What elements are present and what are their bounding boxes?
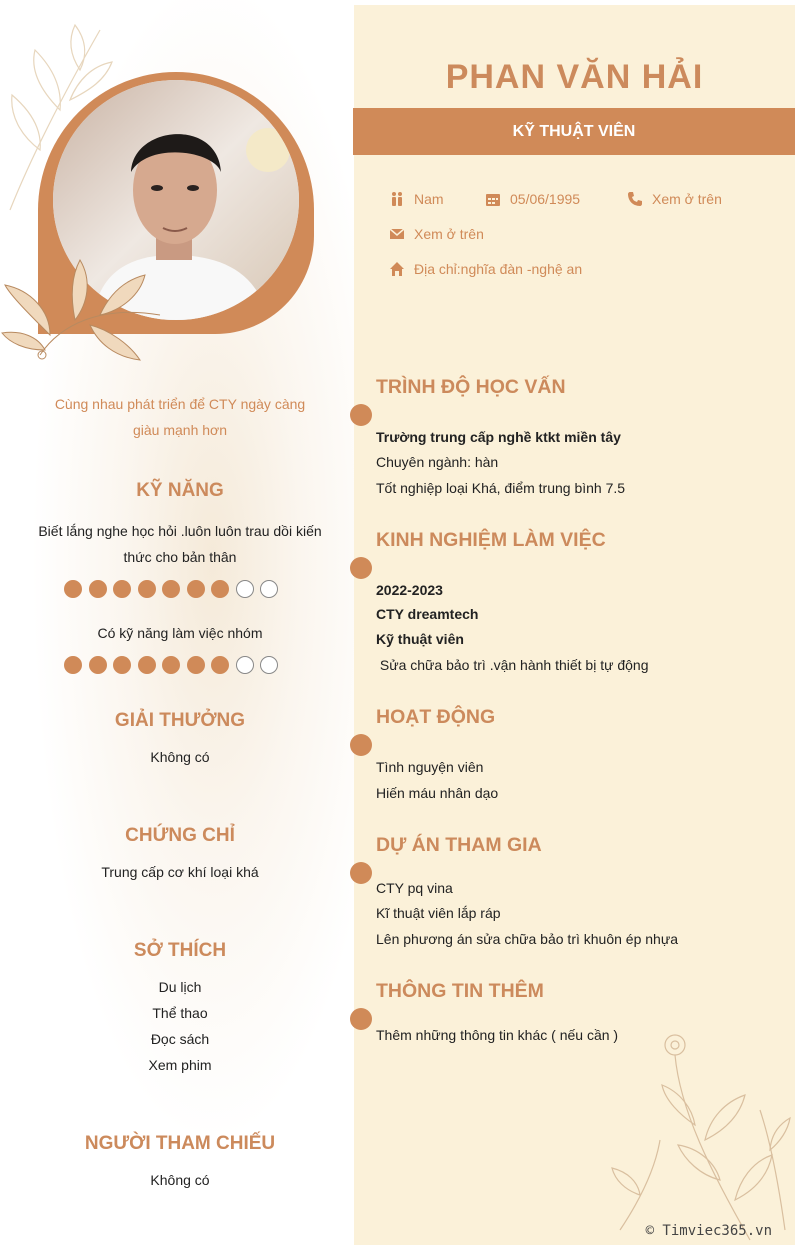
section-bullet — [350, 404, 372, 426]
rating-dot — [236, 580, 254, 598]
address-info — [389, 261, 582, 277]
certificates-heading: CHỨNG CHỈ — [125, 825, 235, 846]
career-objective: Cùng nhau phát triển để CTY ngày càng giàu mạnh hơn — [54, 396, 306, 438]
experience-period: 2022-2023 — [376, 582, 443, 598]
hobby-item: Thể thao — [152, 1005, 208, 1021]
rating-dot — [260, 656, 278, 674]
home-icon — [389, 261, 405, 277]
rating-dot — [211, 656, 229, 674]
skill-1-name: Biết lắng nghe học hỏi .luôn luôn trau dồi kiến thức cho bản thân — [38, 523, 322, 565]
project-item: CTY pq vina — [376, 880, 453, 896]
education-major: Chuyên ngành: hàn — [376, 454, 499, 470]
address-value: Địa chỉ:nghĩa đàn -nghệ an — [414, 261, 583, 277]
rating-dot — [260, 580, 278, 598]
calendar-icon — [485, 191, 501, 207]
experience-heading: KINH NGHIỆM LÀM VIỆC — [376, 529, 606, 551]
education-result: Tốt nghiệp loại Khá, điểm trung bình 7.5 — [376, 480, 626, 496]
email-value: Xem ở trên — [414, 226, 484, 242]
gender-info — [389, 191, 444, 207]
hobby-item: Xem phim — [148, 1057, 212, 1073]
awards-text: Không có — [150, 749, 210, 765]
rating-dot — [138, 656, 156, 674]
skills-heading: KỸ NĂNG — [136, 480, 224, 501]
gender-value: Nam — [414, 191, 444, 207]
skill-1-rating — [64, 580, 278, 598]
more-info-text: Thêm những thông tin khác ( nếu cần ) — [376, 1027, 619, 1043]
section-bullet — [350, 862, 372, 884]
rating-dot — [64, 656, 82, 674]
activities-heading: HOẠT ĐỘNG — [376, 706, 496, 728]
rating-dot — [113, 580, 131, 598]
job-title: KỸ THUẬT VIÊN — [512, 122, 636, 140]
hobby-item: Du lịch — [158, 979, 202, 995]
floral-decoration-icon — [600, 1030, 795, 1245]
activity-item: Tình nguyện viên — [376, 759, 484, 775]
rating-dot — [211, 580, 229, 598]
section-bullet — [350, 557, 372, 579]
projects-heading: DỰ ÁN THAM GIA — [376, 834, 542, 856]
rating-dot — [138, 580, 156, 598]
phone-value: Xem ở trên — [652, 191, 722, 207]
experience-position: Kỹ thuật viên — [376, 631, 464, 647]
section-bullet — [350, 1008, 372, 1030]
education-heading: TRÌNH ĐỘ HỌC VẤN — [376, 376, 566, 398]
rating-dot — [113, 656, 131, 674]
project-item: Lên phương án sửa chữa bảo trì khuôn ép nhựa — [376, 931, 678, 947]
gender-icon — [389, 191, 405, 207]
section-bullet — [350, 734, 372, 756]
branch-decoration-icon — [0, 255, 170, 365]
hobbies-heading: SỞ THÍCH — [133, 940, 227, 961]
rating-dot — [162, 656, 180, 674]
rating-dot — [89, 656, 107, 674]
experience-company: CTY dreamtech — [376, 606, 479, 622]
education-school: Trường trung cấp nghề ktkt miền tây — [376, 429, 621, 445]
skill-2-name: Có kỹ năng làm việc nhóm — [97, 625, 263, 641]
job-title-band — [353, 108, 795, 155]
rating-dot — [187, 656, 205, 674]
rating-dot — [64, 580, 82, 598]
email-info — [389, 226, 484, 242]
awards-heading: GIẢI THƯỞNG — [114, 710, 246, 731]
envelope-icon — [389, 226, 405, 242]
rating-dot — [89, 580, 107, 598]
rating-dot — [187, 580, 205, 598]
birthday-info — [485, 191, 580, 207]
references-text: Không có — [150, 1172, 210, 1188]
phone-icon — [627, 191, 643, 207]
skill-2-rating — [64, 656, 278, 674]
project-item: Kĩ thuật viên lắp ráp — [376, 905, 501, 921]
experience-description: Sửa chữa bảo trì .vận hành thiết bị tự động — [376, 657, 649, 673]
birthday-value: 05/06/1995 — [510, 191, 581, 207]
hobby-item: Đọc sách — [150, 1031, 210, 1047]
phone-info — [627, 191, 722, 207]
more-info-heading: THÔNG TIN THÊM — [376, 980, 544, 1002]
candidate-name: PHAN VĂN HẢI — [445, 58, 704, 96]
activity-item: Hiến máu nhân dạo — [376, 785, 499, 801]
rating-dot — [236, 656, 254, 674]
rating-dot — [162, 580, 180, 598]
certificates-text: Trung cấp cơ khí loại khá — [101, 864, 259, 880]
footer-copyright: © Timviec365.vn — [645, 1223, 772, 1239]
references-heading: NGƯỜI THAM CHIẾU — [84, 1133, 276, 1154]
